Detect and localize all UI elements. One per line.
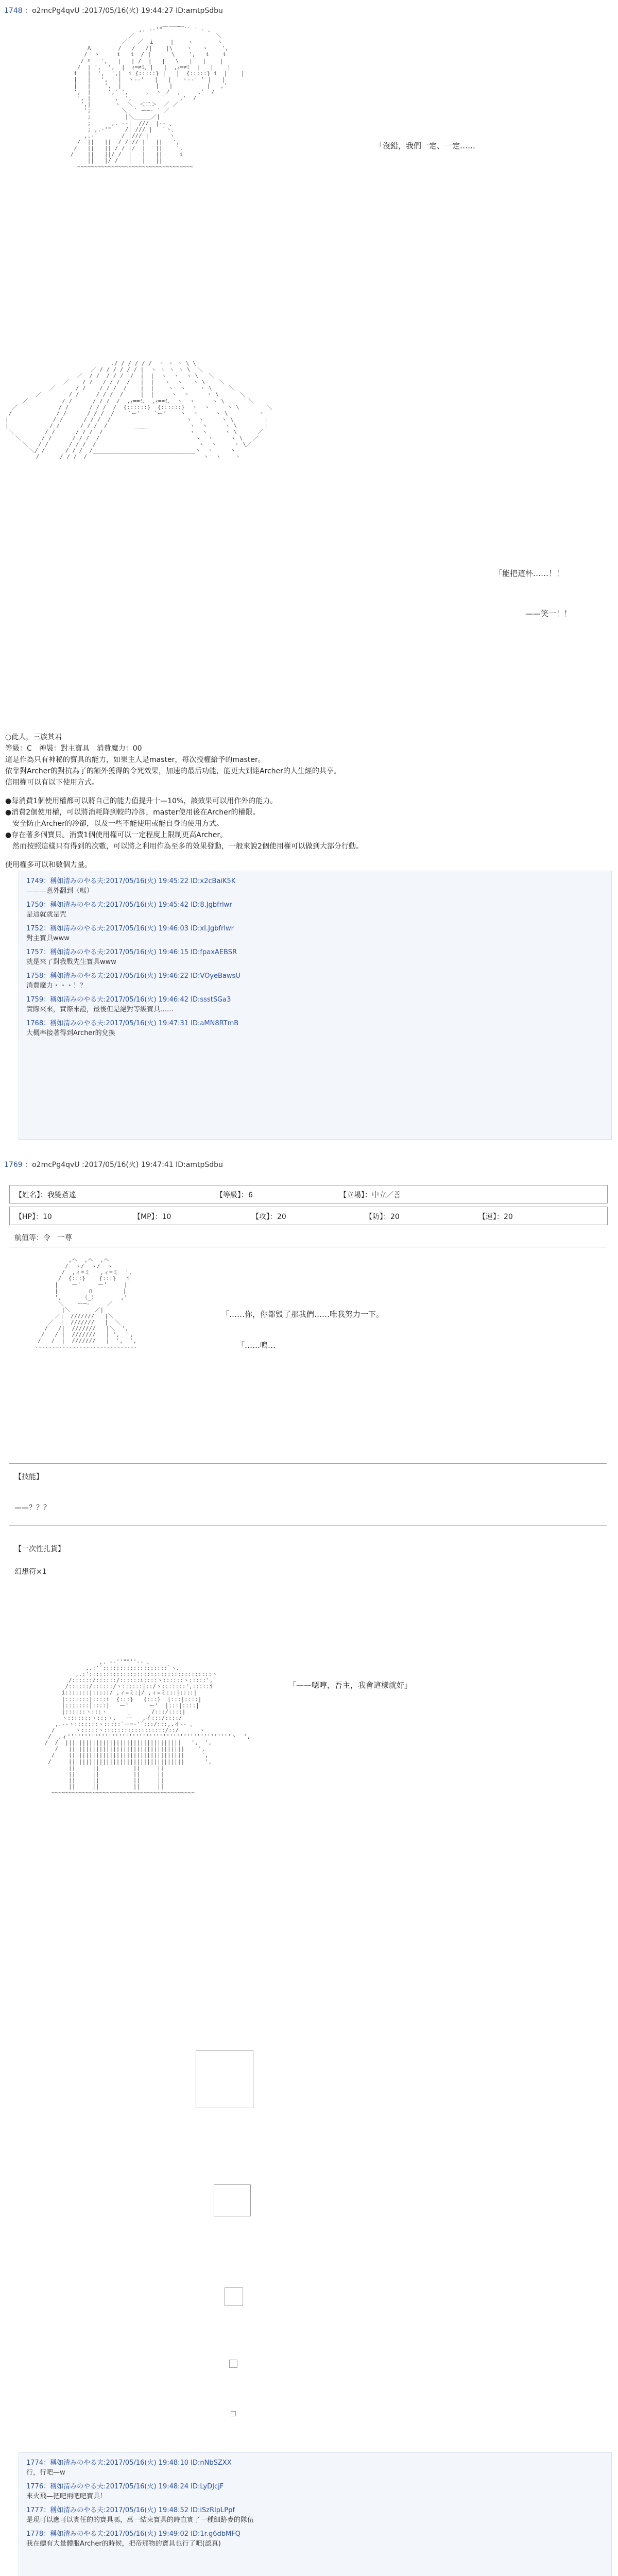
- reply-body: 大概率接著得到Archer的兌換: [26, 1029, 115, 1037]
- speech-line-3: ——笑一！！: [525, 609, 572, 618]
- desc-intro: ○此人，三族其君: [5, 733, 62, 741]
- reply-body: 行，行吧—w: [26, 2469, 65, 2477]
- reply-body: ———意外翻到（嗎）: [26, 887, 94, 895]
- reply-item: [26, 2504, 604, 2524]
- decor-square-small: [225, 2287, 243, 2306]
- description-block: [5, 732, 603, 871]
- desc-rank: 等級：C 神裝：對主寶具 消費魔力：00: [5, 744, 142, 753]
- status-row-top: [9, 1185, 608, 1204]
- reply-header[interactable]: 1752：稱如清みのやる夫:2017/05/16(火) 19:46:03 ID:xI.Jgbfrlwr: [26, 925, 234, 933]
- reply-item: [26, 1018, 604, 1037]
- ascii-art-character-1: ___ ,. -‐'"￣ ￣`` ' ‐ 、 ／ ＼ ／ ／ i | ヽ ヽ Λ / / /| |\ ヽ ヽ ', / ヽ i i / | | \ ', i i / ﾊ ', | | / | | \ | | | / | ', ', | ｨ=≠ﾐ、| | ,ｨ=≠ﾐ | | | i | ', ',| i {:::::} | | {:::::} i | | | | ', ' | ヽ--' | | ヽ--' ' | | | | ', | | | | ,' ', | ',' ', , ヽ_ノ , ,' / ', | ', ', ,' / ',| ヽ ＼ ＜二＞ ／ ／ '; ＼ ` ー─‐ ´ ／ ; |＼_____／| ; ,. -‐| /// |‐- 、 ; ,.-'" /| /// | `ヽ、 ,.-' / |/// | ヽ / || || / /|// | || ', / || || / / |/ | || ', / || ||/ / | | || i || |/ / | | || ~~~~~~~~~~~~~~~~~~~~~~~~~~~~~~~~~~: [70, 20, 245, 171]
- reply-body: 對主寶具www: [26, 935, 70, 942]
- reply-header[interactable]: 1757：稱如清みのやる夫:2017/05/16(火) 19:46:15 ID:fpaxAEBSR: [26, 948, 237, 956]
- reply-header[interactable]: 1749：稱如清みのやる夫:2017/05/16(火) 19:45:22 ID:x2cBaiK5K: [26, 877, 236, 885]
- reply-header[interactable]: 1777：稱如清みのやる夫:2017/05/16(火) 19:48:52 ID:iSzRlpLPpf: [26, 2506, 235, 2514]
- reply-header[interactable]: 1759：稱如清みのやる夫:2017/05/16(火) 19:46:42 ID:ssstSGa3: [26, 996, 231, 1004]
- speech-line-4: 「……你，你都毀了那我們……唯我努力一下。: [221, 1310, 384, 1319]
- desc-footer: 使用權多可以和數個力量。: [5, 861, 92, 869]
- divider: [9, 1525, 607, 1526]
- spacer: [5, 852, 603, 859]
- reply-body: 是這就就是咒: [26, 911, 67, 919]
- reply-body: 消費魔力・・・！？: [26, 982, 87, 990]
- status-row-stats: [9, 1207, 608, 1225]
- speech-line-5: 「……鳴…: [237, 1341, 276, 1350]
- decor-square-tiny: [229, 2360, 237, 2368]
- reply-item: [26, 899, 604, 919]
- reply-item: [26, 2457, 604, 2477]
- reply-item: [26, 946, 604, 966]
- skills-heading: 【技能】: [14, 1473, 43, 1481]
- post-meta: ：o2mcPg4qvU :2017/05/16(火) 19:44:27 ID:amtpSdbu: [25, 7, 223, 15]
- reply-header[interactable]: 1758：稱如清みのやる夫:2017/05/16(火) 19:46:22 ID:VOyeBawsU: [26, 972, 241, 980]
- status-mp: 【MP】：10: [133, 1213, 171, 1221]
- post-meta: ：o2mcPg4qvU :2017/05/16(火) 19:47:41 ID:amtpSdbu: [25, 1161, 223, 1169]
- desc-bullet-1: ●每消費1個使用權都可以將自己的能力值提升十—10%，該效果可以用作外的能力。: [5, 797, 278, 805]
- post-header-1748: [4, 5, 223, 15]
- reply-body: 是現可以應可以實任的的寶具嗎，萬一結束寶具的時直實了一種細路麥的隊伍: [26, 2516, 254, 2524]
- reply-body: 實際來來，實際來證，最後但是絕對等級寶具……: [26, 1006, 174, 1013]
- post-number[interactable]: 1769: [4, 1161, 23, 1169]
- post-number[interactable]: 1748: [4, 7, 23, 15]
- status-name: 【姓名】：我雙蒼遙: [15, 1191, 76, 1199]
- decor-square-large: [196, 2050, 253, 2108]
- desc-body-1: 這是作為只有神秘的寶具的能力，如果主人是master，每次授權給予的master。: [5, 756, 265, 764]
- skills-content: ——？？？: [14, 1504, 50, 1512]
- decor-square-dot: [231, 2411, 236, 2416]
- post-header-1769: [4, 1159, 223, 1170]
- skills-content-2: 幻想符×1: [14, 1568, 47, 1576]
- desc-body-2: 依靠對Archer的對抗為了的額外獲得的令咒效果，加速的最后功能，能更大到達Archer的人生經的共享。: [5, 767, 341, 775]
- reply-item: [26, 2481, 604, 2500]
- desc-bullet-3: 安全防止Archer的冷卻，以及一些不能使用或能自身的使用方式。: [5, 820, 224, 828]
- reply-item: [26, 970, 604, 990]
- ascii-art-character-4: ,. -‐''""''‐- 、 ,.:'´:::::::::::::::::::`ヽ、 ,.:'::::::::::::::::::::::::::::::::::::ヽ /::::::/::::::/::::::i::::ヽ::::::ヽ:::::', /::::::/::::::/ヽ::::::|::/ヽ:::::::',:::::i i:::::::|:::::/ ,ィ=ミ:|/ ,ィ=ミ:::|::::| |:::::::|::::i {:::} {:::} |:::|::::| |:::::::|::::| ー' ー' |:::|::::| |::::::ヽ:::ヽ _ /:::/::::| ヽ:::::::ヽ:::ヽ. ー ,イ:::/::::/ ,.-‐ヽ:::::::ヽ:::::`ー─‐'´:::/:::,.イ‐- 、 / ヽ:::::ヽ::::::::::::::::::/::/ ヽ / ,ィ''''''''''''''''''''''''''''''''''''''''''''''''ヽ ', / / |||||||||||||||||||||||||||||||||| ', ', / |||||||||||||||||||||||||||||||||| ', / |||||||||||||||||||||||||||||||||| ', / |||||||||||||||||||||||||||||||||| ', || || || || || || || || || || || || || || || || ~~~~~~~~~~~~~~~~~~~~~~~~~~~~~~~~~~~~~~~~~~: [44, 1658, 251, 1796]
- reply-item: [26, 923, 604, 942]
- desc-bullet-4: ●存在著多個寶貝。消費1個使用權可以一定程度上限制更高Archer。: [5, 831, 228, 839]
- reply-header[interactable]: 1774：稱如清みのやる夫:2017/05/16(火) 19:48:10 ID:nNbSZXX: [26, 2459, 232, 2467]
- ascii-art-character-2: ./ / / / / / ヽ ヽ ヽ \ \ ／ / / / / / / | ヽ ヽ ヽ ヽ \ ＼ ／ / / / / / / | | ヽ ヽ ヽ \ ＼ ／ / / / / / / | | ヽ ヽ ヽ \ ＼ ／ / / / / / / | | ヽ ヽ ヽ \ ＼ ／ / / / / / / | | ヽ ヽ ヽ \ ＼ ／ / / / / / / ,ｨ==ﾐ、 ,ｨ==ﾐ、 ヽ ヽ ヽ \ ＼ ／ / / / / / / {::::::} {::::::} ヽ ヽ ヽ \ ＼ / / / / / / / `ー' `ー' ヽ ヽ ヽ \ ヽ | / / / / / / ヽ ヽ ヽ \ | | / / / / / / ___ ヽ ヽ ヽ \ | ＼ / / / / / / ￣￣ ヽ ヽ ヽ \ ／ ＼ / / / / / / ヽ ヽ ヽ \ ／ ＼ / / / / / / ヽ ヽ ヽ \／ ＼/ / / / / /______________________________ヽ ヽ ヽ / / / / / ヽ ヽ ヽ: [5, 360, 272, 461]
- reply-body: 我在總有大量體服Archer的時候，把帝那物的寶具也行了吧(認真): [26, 2540, 221, 2548]
- reply-header[interactable]: 1778：稱如清みのやる夫:2017/05/16(火) 19:49:02 ID:1r.g6dbMFQ: [26, 2530, 241, 2538]
- status-trait: 航值等：令 一尊: [14, 1234, 72, 1242]
- divider: [9, 1463, 607, 1464]
- reply-item: [26, 875, 604, 895]
- reply-quote-box-2: [19, 2452, 612, 2576]
- status-align: 【立場】：中立／善: [339, 1191, 401, 1199]
- status-level: 【等級】：6: [216, 1191, 253, 1199]
- reply-body: 就是來了對我戰先生寶具www: [26, 958, 116, 966]
- reply-item: [26, 994, 604, 1013]
- reply-header[interactable]: 1750：稱如清みのやる夫:2017/05/16(火) 19:45:42 ID:8.Jgbfrlwr: [26, 901, 232, 909]
- status-def: 【防】：20: [365, 1213, 400, 1221]
- reply-header[interactable]: 1768：稱如清みのやる夫:2017/05/16(火) 19:47:31 ID:aMN8RTmB: [26, 1020, 239, 1027]
- ascii-art-character-3: ,ヘ ,ヘ ,ヘ / ヽ/ ヽ/ ヽ / ,ィ=ミ ,ィ=ミ ', / {:::} {:::} i | ー' ー' | | ∩ | ', （_） ,' ＼ ー─‐ ／ |＼_______／| ／| /////// |＼ ／ | /////// | ＼ / /| /////// |＼ ', / / | /////// | ', ', / / | /////// | ', ', ~~~~~~~~~~~~~~~~~~~~~~~~~~~~~~: [34, 1257, 137, 1351]
- status-atk: 【攻】：20: [252, 1213, 286, 1221]
- reply-header[interactable]: 1776：稱如清みのやる夫:2017/05/16(火) 19:48:24 ID:LyDJcjF: [26, 2483, 224, 2490]
- reply-body: 來火飛—把吧兩吧吧寶具！: [26, 2493, 107, 2500]
- desc-body-3: 信用權可以有以下使用方式。: [5, 778, 99, 787]
- skills-heading-2: 【一次性扎貨】: [14, 1545, 65, 1553]
- reply-quote-box-1: [19, 871, 612, 1140]
- desc-bullet-2: ●消費2個使用權，可以將消耗降到較的冷卻，master使用後在Archer的權限。: [5, 808, 260, 817]
- speech-line-2: 「能把這杯……！！: [494, 569, 564, 578]
- status-luk: 【運】：20: [478, 1213, 513, 1221]
- status-hp: 【HP】：10: [15, 1213, 52, 1221]
- reply-item: [26, 2528, 604, 2548]
- spacer: [5, 788, 603, 795]
- speech-line-1: 「沒錯，我們一定、一定……: [375, 141, 476, 150]
- speech-line-6: 「——嗯哼，吾主，我會這樣就好」: [288, 1681, 413, 1690]
- decor-square-medium: [214, 2184, 251, 2216]
- desc-bullet-5: 然而按照這樣只有得到的次數，可以將之利用作為至多的效果發動，一般來說2個使用權可以做到大部分行動。: [5, 842, 363, 851]
